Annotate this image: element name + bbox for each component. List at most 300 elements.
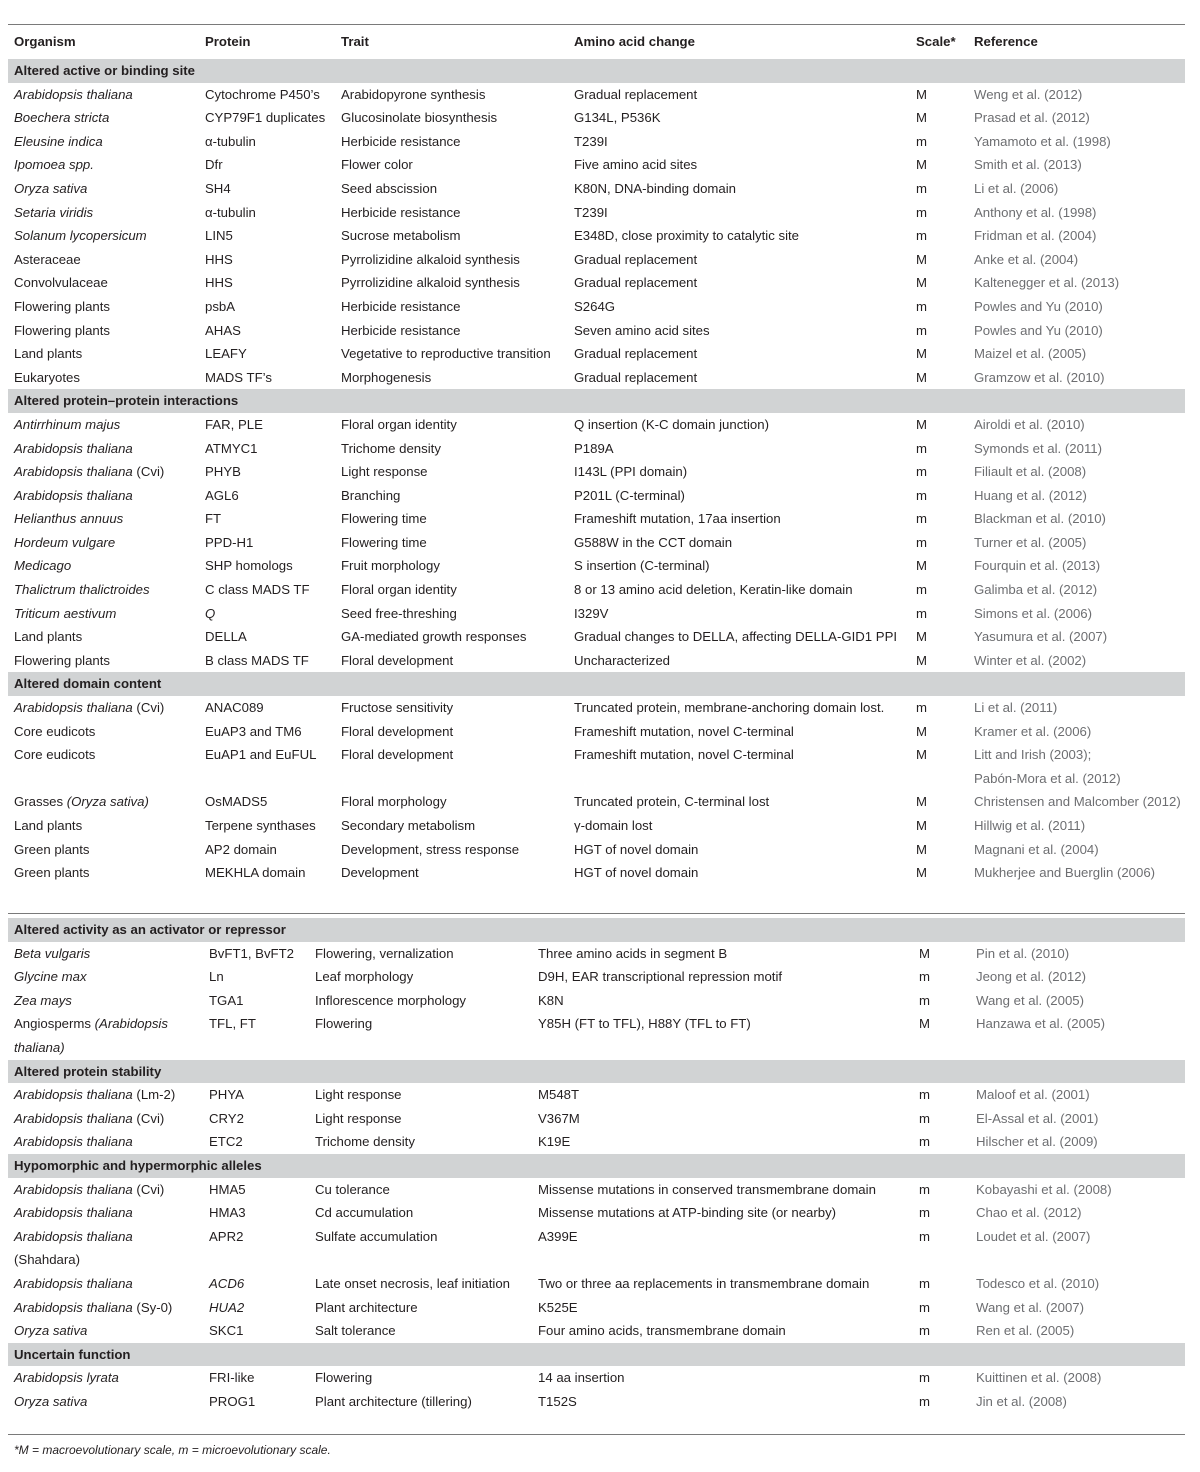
scale-cell: m [916, 180, 927, 196]
table-row [8, 1366, 1185, 1390]
organism-name: Green plants [14, 865, 90, 881]
organism-name: Zea mays [14, 992, 72, 1008]
organism-qualifier: (Sy-0) [132, 1299, 173, 1315]
amino-acid-change-cell: E348D, close proximity to catalytic site [574, 228, 800, 244]
trait-cell: Flowering [315, 1370, 373, 1386]
scale-cell: m [919, 1087, 930, 1103]
organism-cell [8, 484, 199, 508]
organism-cell [8, 531, 199, 555]
reference-cell: Simons et al. (2006) [974, 605, 1093, 621]
scale-cell: m [916, 464, 927, 480]
organism-name: Medicago [14, 558, 72, 574]
amino-acid-change-cell: Gradual replacement [574, 346, 698, 362]
table-row [8, 1107, 1185, 1131]
scale-cell: M [916, 86, 927, 102]
protein-cell: HUA2 [209, 1299, 245, 1315]
protein-cell: SHP homologs [205, 558, 293, 574]
reference-cell: Li et al. (2011) [974, 700, 1058, 716]
organism-cell [8, 366, 199, 390]
empty-cell [910, 767, 968, 791]
protein-cell: psbA [205, 298, 236, 314]
table-row [8, 602, 1185, 626]
section-title: Altered domain content [8, 672, 1185, 696]
reference-cell: Huang et al. (2012) [974, 487, 1087, 503]
reference-cell: Powles and Yu (2010) [974, 298, 1103, 314]
protein-cell: Cytochrome P450’s [205, 86, 320, 102]
section-title: Altered protein stability [8, 1060, 1185, 1084]
amino-acid-change-cell: D9H, EAR transcriptional repression motif [538, 969, 783, 985]
trait-cell: Floral development [341, 723, 454, 739]
amino-acid-change-cell: Four amino acids, transmembrane domain [538, 1323, 786, 1339]
organism-name: Eukaryotes [14, 369, 80, 385]
table-row [8, 989, 1185, 1013]
table-row [8, 1201, 1185, 1225]
protein-cell: ATMYC1 [205, 440, 258, 456]
amino-acid-change-cell: V367M [538, 1110, 580, 1126]
middle-rule [8, 913, 1185, 914]
reference-cell: Powles and Yu (2010) [974, 322, 1103, 338]
amino-acid-change-cell: M548T [538, 1087, 580, 1103]
amino-acid-change-cell: Frameshift mutation, novel C-terminal [574, 723, 794, 739]
protein-cell: Terpene synthases [205, 818, 316, 833]
reference-cell: Blackman et al. (2010) [974, 511, 1106, 527]
organism-name: Arabidopsis thaliana [14, 487, 133, 503]
table-row [8, 554, 1185, 578]
scale-cell: M [916, 275, 927, 291]
amino-acid-change-cell: G134L, P536K [574, 110, 661, 126]
scale-cell: m [919, 1299, 930, 1315]
reference-cell: Anthony et al. (1998) [974, 204, 1097, 220]
trait-cell: Flowering time [341, 534, 427, 550]
organism-cell [8, 106, 199, 130]
reference-cell: Loudet et al. (2007) [976, 1228, 1091, 1244]
trait-cell: Herbicide resistance [341, 298, 461, 314]
organism-cell [8, 602, 199, 626]
scale-cell: m [919, 1228, 930, 1244]
trait-cell: Flowering [315, 1016, 373, 1032]
table-row [8, 271, 1185, 295]
organism-cell [8, 177, 199, 201]
organism-name: Land plants [14, 629, 83, 645]
section-header-row [8, 1060, 1185, 1084]
organism-cell [8, 814, 199, 838]
trait-cell: Trichome density [341, 440, 441, 456]
organism-cell [8, 1130, 203, 1154]
protein-cell: TFL, FT [209, 1016, 256, 1032]
protein-cell: ACD6 [209, 1275, 245, 1291]
organism-name: Glycine max [14, 969, 87, 985]
trait-cell: Fructose sensitivity [341, 700, 454, 716]
header-scale: Scale* [916, 34, 956, 50]
protein-cell: PHYA [209, 1087, 244, 1103]
table-row [8, 1178, 1185, 1202]
trait-cell: Flowering, vernalization [315, 945, 454, 961]
organism-cell [8, 965, 203, 989]
trait-cell: Cd accumulation [315, 1205, 414, 1221]
organism-cell [8, 224, 199, 248]
table-row [8, 83, 1185, 107]
reference-cell: Fourquin et al. (2013) [974, 558, 1101, 574]
organism-cell [8, 1107, 203, 1131]
reference-cell: Airoldi et al. (2010) [974, 416, 1085, 432]
organism-cell [8, 342, 199, 366]
table-row [8, 1012, 1185, 1036]
amino-acid-change-cell: Gradual changes to DELLA, affecting DELLA-GID1 PPI [574, 629, 898, 645]
reference-cell: Todesco et al. (2010) [976, 1275, 1100, 1291]
protein-cell: Q [205, 605, 216, 621]
reference-cell-continued: Pabón-Mora et al. (2012) [974, 770, 1121, 786]
scale-cell: M [916, 841, 927, 857]
trait-cell: Floral development [341, 747, 454, 763]
organism-cell [8, 554, 199, 578]
protein-cell: FAR, PLE [205, 416, 263, 432]
section-title: Hypomorphic and hypermorphic alleles [8, 1154, 1185, 1178]
table-row [8, 153, 1185, 177]
organism-name: Arabidopsis thaliana [14, 1134, 133, 1150]
organism-qualifier: (Cvi) [132, 1110, 165, 1126]
scale-cell: m [916, 204, 927, 220]
scale-cell: m [919, 969, 930, 985]
organism-name: Antirrhinum majus [14, 416, 121, 432]
organism-name: Flowering plants [14, 652, 111, 668]
protein-cell: ETC2 [209, 1134, 243, 1150]
trait-cell: Light response [341, 464, 428, 480]
trait-cell: Herbicide resistance [341, 204, 461, 220]
scale-cell: m [916, 511, 927, 527]
organism-name: Green plants [14, 841, 90, 857]
trait-cell: Floral organ identity [341, 416, 457, 432]
amino-acid-change-cell: K80N, DNA-binding domain [574, 180, 736, 196]
protein-cell: APR2 [209, 1228, 244, 1244]
amino-acid-change-cell: Gradual replacement [574, 251, 698, 267]
scale-cell: m [919, 1134, 930, 1150]
reference-cell: Prasad et al. (2012) [974, 110, 1090, 126]
organism-cell [8, 1225, 203, 1249]
amino-acid-change-cell: S insertion (C-terminal) [574, 558, 710, 574]
trait-cell: Floral development [341, 652, 454, 668]
organism-name: Boechera stricta [14, 110, 110, 126]
organism-cell [8, 1366, 203, 1390]
organism-name: Setaria viridis [14, 204, 94, 220]
table-row [8, 625, 1185, 649]
empty-cell [568, 767, 910, 791]
empty-cell [913, 1248, 970, 1272]
trait-cell: Herbicide resistance [341, 133, 461, 149]
organism-cell [8, 248, 199, 272]
reference-cell: Jin et al. (2008) [976, 1393, 1067, 1409]
organism-cell [8, 319, 199, 343]
organism-name: Angiosperms [14, 1016, 95, 1032]
table-row [8, 224, 1185, 248]
amino-acid-change-cell: I329V [574, 605, 609, 621]
organism-name: Arabidopsis thaliana [14, 1275, 133, 1291]
empty-cell [309, 1248, 532, 1272]
amino-acid-change-cell: Frameshift mutation, 17aa insertion [574, 511, 781, 527]
empty-cell [199, 767, 335, 791]
organism-qualifier: (Cvi) [132, 464, 165, 480]
amino-acid-change-cell: Gradual replacement [574, 369, 698, 385]
table-row [8, 965, 1185, 989]
protein-cell: LEAFY [205, 346, 247, 362]
organism-name: Arabidopsis lyrata [14, 1370, 119, 1386]
scale-cell: M [916, 251, 927, 267]
table-row [8, 814, 1185, 838]
table-row-continuation [8, 1248, 1185, 1272]
organism-cell [8, 271, 199, 295]
amino-acid-change-cell: Seven amino acid sites [574, 322, 710, 338]
table-row [8, 696, 1185, 720]
amino-acid-change-cell: Five amino acid sites [574, 157, 698, 173]
empty-cell [309, 1036, 532, 1060]
table-row [8, 649, 1185, 673]
organism-name: Solanum lycopersicum [14, 228, 147, 244]
organism-name: Triticum aestivum [14, 605, 117, 621]
trait-cell: Light response [315, 1087, 402, 1103]
reference-cell: Gramzow et al. (2010) [974, 369, 1105, 385]
organism-cell [8, 413, 199, 437]
table-part-1 [8, 25, 1185, 885]
amino-acid-change-cell: P201L (C-terminal) [574, 487, 685, 503]
trait-cell: Floral morphology [341, 794, 447, 810]
header-protein: Protein [205, 34, 251, 50]
reference-cell: Pin et al. (2010) [976, 945, 1070, 961]
reference-cell: Litt and Irish (2003); [974, 747, 1092, 763]
trait-cell: Secondary metabolism [341, 818, 476, 833]
protein-cell: HMA3 [209, 1205, 246, 1221]
amino-acid-change-cell: T152S [538, 1393, 577, 1409]
amino-acid-change-cell: Y85H (FT to TFL), H88Y (TFL to FT) [538, 1016, 751, 1032]
trait-cell: Development [341, 865, 419, 881]
amino-acid-change-cell: 14 aa insertion [538, 1370, 625, 1386]
table-row [8, 248, 1185, 272]
amino-acid-change-cell: Uncharacterized [574, 652, 671, 668]
organism-cell [8, 83, 199, 107]
table-row [8, 484, 1185, 508]
organism-name: Core eudicots [14, 747, 96, 763]
protein-cell: HHS [205, 251, 233, 267]
reference-cell: Hanzawa et al. (2005) [976, 1016, 1106, 1032]
organism-qualifier: (Lm-2) [132, 1087, 176, 1103]
reference-cell: Hilscher et al. (2009) [976, 1134, 1098, 1150]
scale-cell: M [916, 110, 927, 126]
table-row [8, 366, 1185, 390]
organism-name: Ipomoea spp. [14, 157, 94, 173]
bottom-rule [8, 1434, 1185, 1435]
header-organism: Organism [14, 34, 76, 50]
trait-cell: Leaf morphology [315, 969, 414, 985]
organism-name: Beta vulgaris [14, 945, 91, 961]
organism-cell [8, 295, 199, 319]
organism-name: Asteraceae [14, 251, 81, 267]
trait-cell: Plant architecture [315, 1299, 418, 1315]
header-amino-acid-change: Amino acid change [574, 34, 695, 50]
reference-cell: Smith et al. (2013) [974, 157, 1082, 173]
organism-name: Arabidopsis thaliana [14, 440, 133, 456]
trait-cell: Inflorescence morphology [315, 992, 467, 1008]
table-row [8, 177, 1185, 201]
reference-cell: Kaltenegger et al. (2013) [974, 275, 1120, 291]
trait-cell: Vegetative to reproductive transition [341, 346, 551, 362]
protein-cell: FT [205, 511, 222, 527]
trait-cell: Late onset necrosis, leaf initiation [315, 1275, 510, 1291]
organism-name: Core eudicots [14, 723, 96, 739]
scale-cell: m [916, 582, 927, 598]
organism-name: Eleusine indica [14, 133, 103, 149]
protein-cell: DELLA [205, 629, 247, 645]
reference-cell-continued [970, 1036, 1185, 1060]
amino-acid-change-cell: Gradual replacement [574, 86, 698, 102]
scale-cell: m [919, 1110, 930, 1126]
trait-cell: Pyrrolizidine alkaloid synthesis [341, 251, 520, 267]
amino-acid-change-cell: K19E [538, 1134, 571, 1150]
amino-acid-change-cell: P189A [574, 440, 614, 456]
organism-species: (Oryza sativa) [66, 794, 149, 810]
amino-acid-change-cell: Two or three aa replacements in transmembrane domain [538, 1275, 870, 1291]
organism-qualifier: (Cvi) [132, 700, 165, 716]
table-row [8, 1390, 1185, 1414]
protein-cell: α-tubulin [205, 133, 256, 149]
amino-acid-change-cell: Gradual replacement [574, 275, 698, 291]
organism-cell [8, 649, 199, 673]
organism-name: Land plants [14, 818, 83, 833]
protein-cell: SKC1 [209, 1323, 244, 1339]
organism-name: Thalictrum thalictroides [14, 582, 150, 598]
protein-cell: CRY2 [209, 1110, 244, 1126]
trait-cell: Fruit morphology [341, 558, 440, 574]
table-row [8, 1319, 1185, 1343]
reference-cell: Maizel et al. (2005) [974, 346, 1087, 362]
protein-cell: AP2 domain [205, 841, 277, 857]
table-row [8, 437, 1185, 461]
trait-cell: Glucosinolate biosynthesis [341, 110, 498, 126]
scale-cell: M [916, 794, 927, 810]
scale-cell: m [919, 1205, 930, 1221]
amino-acid-change-cell: Three amino acids in segment B [538, 945, 728, 961]
trait-cell: GA-mediated growth responses [341, 629, 527, 645]
protein-cell: CYP79F1 duplicates [205, 110, 326, 126]
organism-name: Flowering plants [14, 298, 111, 314]
organism-cell [8, 153, 199, 177]
protein-cell: MADS TF’s [205, 369, 272, 385]
scale-cell: m [919, 1393, 930, 1409]
protein-cell: EuAP3 and TM6 [205, 723, 302, 739]
amino-acid-change-cell: Truncated protein, membrane-anchoring domain lost. [574, 700, 885, 716]
protein-cell: AHAS [205, 322, 241, 338]
trait-cell: Cu tolerance [315, 1181, 390, 1197]
section-header-row [8, 672, 1185, 696]
amino-acid-change-cell: HGT of novel domain [574, 841, 699, 857]
trait-cell: Floral organ identity [341, 582, 457, 598]
organism-cell-continued [8, 1248, 203, 1272]
reference-cell: Mukherjee and Buerglin (2006) [974, 865, 1156, 881]
table-row [8, 507, 1185, 531]
trait-cell: Seed free-threshing [341, 605, 457, 621]
empty-cell [203, 1036, 309, 1060]
amino-acid-change-cell: Q insertion (K-C domain junction) [574, 416, 769, 432]
reference-cell: Hillwig et al. (2011) [974, 818, 1086, 833]
table-row [8, 743, 1185, 767]
reference-cell: Li et al. (2006) [974, 180, 1059, 196]
organism-cell [8, 1319, 203, 1343]
organism-name: Arabidopsis thaliana [14, 464, 133, 480]
table-row [8, 790, 1185, 814]
reference-cell: Chao et al. (2012) [976, 1205, 1082, 1221]
organism-name: Arabidopsis thaliana [14, 86, 133, 102]
section-header-row [8, 1154, 1185, 1178]
trait-cell: Trichome density [315, 1134, 415, 1150]
section-title: Altered protein–protein interactions [8, 389, 1185, 413]
reference-cell: El-Assal et al. (2001) [976, 1110, 1099, 1126]
scale-cell: m [916, 133, 927, 149]
organism-cell [8, 696, 199, 720]
table-row-continuation [8, 1036, 1185, 1060]
amino-acid-change-cell: HGT of novel domain [574, 865, 699, 881]
amino-acid-change-cell: G588W in the CCT domain [574, 534, 733, 550]
reference-cell: Filiault et al. (2008) [974, 464, 1087, 480]
reference-cell: Symonds et al. (2011) [974, 440, 1103, 456]
amino-acid-change-cell: I143L (PPI domain) [574, 464, 688, 480]
organism-name: Flowering plants [14, 322, 111, 338]
empty-cell [532, 1248, 913, 1272]
scale-cell: m [919, 1370, 930, 1386]
scale-cell: M [916, 723, 927, 739]
table-row [8, 1296, 1185, 1320]
organism-cell [8, 1178, 203, 1202]
organism-cell [8, 942, 203, 966]
organism-name-continued: thaliana) [14, 1039, 65, 1055]
amino-acid-change-cell: Truncated protein, C-terminal lost [574, 794, 770, 810]
empty-cell [532, 1036, 913, 1060]
organism-species: (Arabidopsis [94, 1016, 168, 1032]
organism-cell [8, 437, 199, 461]
organism-name: Hordeum vulgare [14, 534, 116, 550]
table-part-2 [8, 918, 1185, 1413]
table-row [8, 342, 1185, 366]
protein-cell: TGA1 [209, 992, 244, 1008]
amino-acid-change-cell: T239I [574, 204, 608, 220]
protein-cell: BvFT1, BvFT2 [209, 945, 294, 961]
trait-cell: Development, stress response [341, 841, 520, 857]
amino-acid-change-cell: S264G [574, 298, 616, 314]
trait-cell: Salt tolerance [315, 1323, 396, 1339]
scale-cell: m [916, 487, 927, 503]
organism-cell [8, 838, 199, 862]
table-row [8, 295, 1185, 319]
trait-cell: Branching [341, 487, 401, 503]
scale-cell: m [916, 298, 927, 314]
organism-name: Oryza sativa [14, 1323, 88, 1339]
table-row [8, 578, 1185, 602]
organism-name: Arabidopsis thaliana [14, 1299, 133, 1315]
scale-cell: m [916, 440, 927, 456]
reference-cell-continued [970, 1248, 1185, 1272]
scale-cell: M [916, 629, 927, 645]
reference-cell: Weng et al. (2012) [974, 86, 1083, 102]
organism-cell [8, 720, 199, 744]
table-row-continuation [8, 767, 1185, 791]
organism-name: Arabidopsis thaliana [14, 1228, 133, 1244]
table-row [8, 1225, 1185, 1249]
scale-cell: m [916, 605, 927, 621]
table-row [8, 319, 1185, 343]
section-header-row [8, 918, 1185, 942]
scale-cell: M [916, 157, 927, 173]
reference-cell: Kramer et al. (2006) [974, 723, 1092, 739]
protein-cell: PPD-H1 [205, 534, 254, 550]
organism-cell [8, 625, 199, 649]
table-row [8, 460, 1185, 484]
trait-cell: Light response [315, 1110, 402, 1126]
